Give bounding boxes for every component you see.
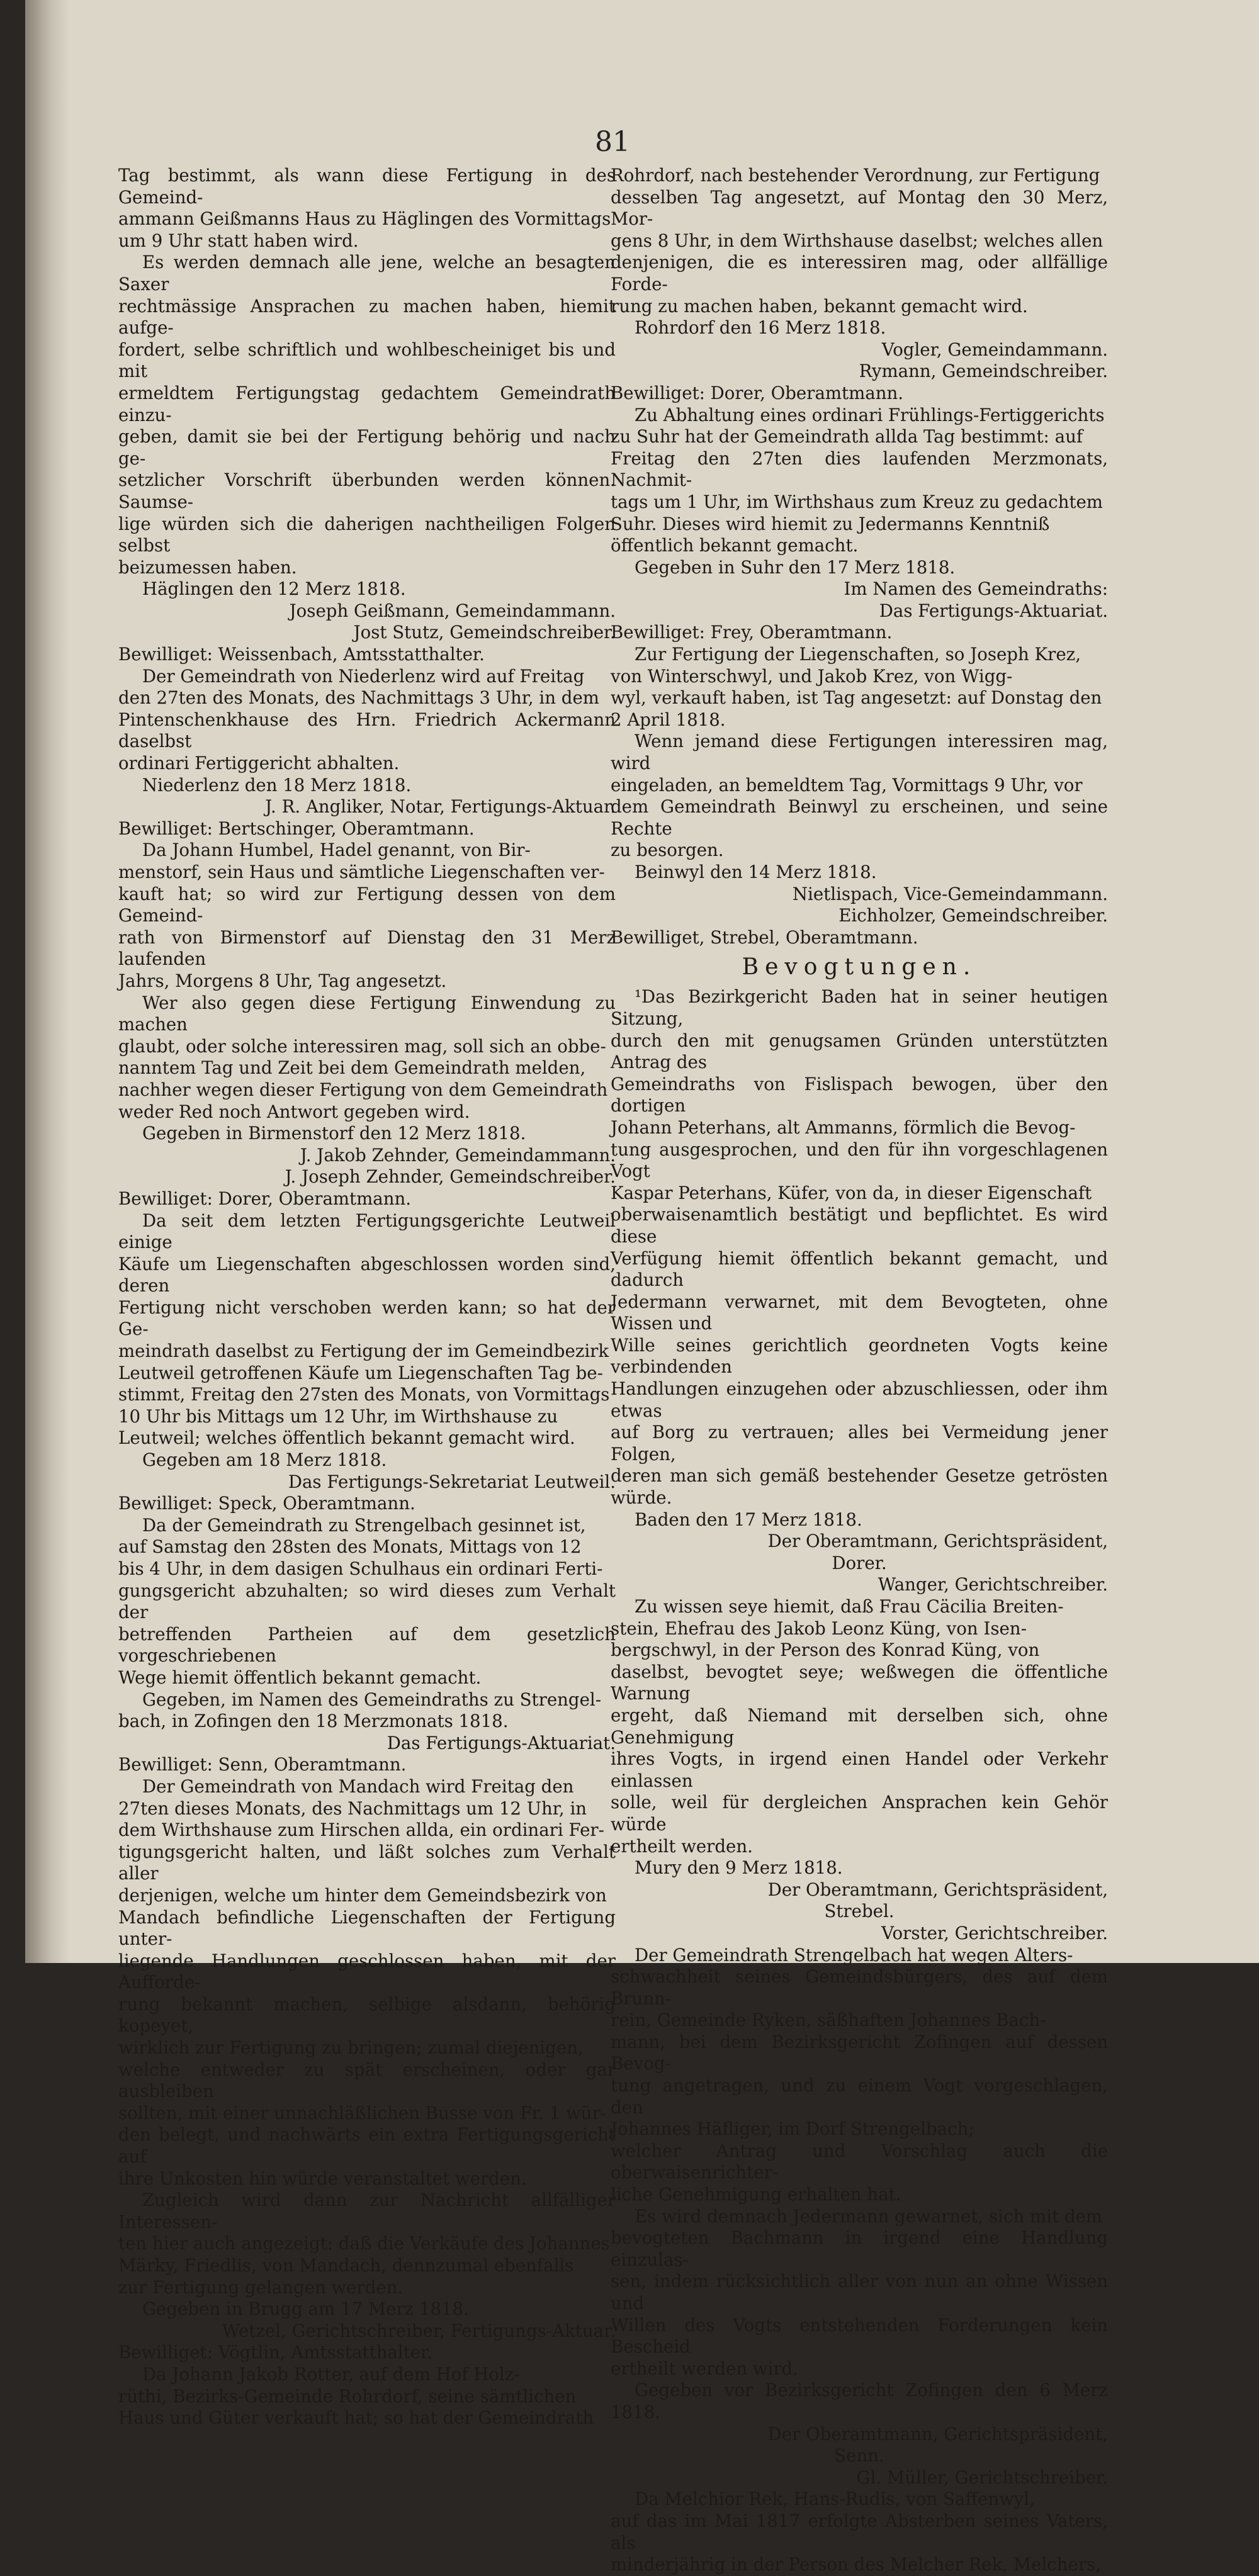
left-column (118, 165, 616, 2429)
text-line: Johann Peterhans, alt Ammanns, förmlich die Bevog- (611, 1116, 1076, 1138)
text-line: meindrath daselbst zu Fertigung der im Gemeindbezirk (118, 1341, 609, 1362)
text-line: bevogteten Bachmann in irgend eine Handlung einzulas- (611, 2227, 1108, 2270)
text-line: Gegeben in Brugg am 17 Merz 1818. (142, 2298, 469, 2320)
text-line: J. R. Angliker, Notar, Fertigungs-Aktuar. (265, 796, 616, 818)
text-line: oberwaisenamtlich bestätigt und bepflichtet. Es wird diese (611, 1204, 1108, 1247)
text-line: von Winterschwyl, und Jakob Krez, von Wigg- (611, 665, 1013, 687)
newspaper-page (25, 0, 1259, 2575)
text-line: daselbst, bevogtet seye; weßwegen die öffentliche Warnung (611, 1661, 1108, 1704)
text-line: Nietlispach, Vice-Gemeindammann. (792, 883, 1108, 904)
text-line: Das Fertigungs-Aktuariat. (879, 600, 1108, 621)
text-line: Wetzel, Gerichtschreiber, Fertigungs-Aktuar. (222, 2320, 616, 2341)
text-line: glaubt, oder solche interessiren mag, soll sich an obbe- (118, 1035, 606, 1057)
text-line: minderjährig in der Person des Melcher Rek, Melchers, (611, 2554, 1101, 2575)
text-line: Bewilliget: Bertschinger, Oberamtmann. (118, 818, 475, 839)
text-line: Bewilliget: Dorer, Oberamtmann. (611, 382, 904, 403)
text-line: Der Gemeindrath Strengelbach hat wegen Alters- (635, 1944, 1073, 1966)
text-line: Zu Abhaltung eines ordinari Frühlings-Fertiggerichts (635, 404, 1105, 425)
page-spine-shadow (25, 0, 69, 1963)
text-line: Gemeindraths von Fislispach bewogen, über den dortigen (611, 1073, 1108, 1116)
text-line: Rohrdorf, nach bestehender Verordnung, zur Fertigung (611, 165, 1100, 186)
text-line: Pintenschenkhause des Hrn. Friedrich Ackermann daselbst (118, 709, 616, 752)
text-line: ten hier auch angezeigt: daß die Verkäufe des Johannes (118, 2233, 610, 2254)
text-line: Der Oberamtmann, Gerichtspräsident, (767, 2423, 1108, 2444)
text-line: ertheilt werden wird. (611, 2358, 798, 2379)
text-line: Wege hiemit öffentlich bekannt gemacht. (118, 1667, 482, 1688)
text-line: Gegeben vor Bezirksgericht Zofingen den 6 Merz 1818. (611, 2380, 1108, 2422)
text-line: deren man sich gemäß bestehender Gesetze getrösten würde. (611, 1465, 1108, 1509)
text-line: Es werden demnach alle jene, welche an besagten Saxer (118, 252, 616, 295)
text-line: Bewilliget: Senn, Oberamtmann. (118, 1754, 407, 1775)
text-line: sollten, mit einer unnachläßlichen Busse von Fr. 1 wür- (118, 2102, 606, 2123)
text-line: Der Oberamtmann, Gerichtspräsident, (767, 1879, 1108, 1900)
text-line: den belegt, und nachwärts ein extra Fertigungsgericht auf (118, 2124, 616, 2168)
text-line: menstorf, sein Haus und sämtliche Liegenschaften ver- (118, 862, 605, 882)
text-line: rein, Gemeinde Ryken, säßhaften Johannes Bach- (611, 2010, 1046, 2031)
text-line: Gegeben, im Namen des Gemeindraths zu Strengel- (142, 1689, 602, 1710)
text-line: Wenn jemand diese Fertigungen interessiren mag, wird (611, 731, 1108, 774)
text-line: solle, weil für dergleichen Ansprachen kein Gehör würde (611, 1792, 1108, 1835)
text-line: Bewilliget: Frey, Oberamtmann. (611, 622, 893, 643)
text-line: Mandach befindliche Liegenschaften der Fertigung unter- (118, 1906, 616, 1950)
text-line: 10 Uhr bis Mittags um 12 Uhr, im Wirthshause zu (118, 1405, 558, 1427)
text-line: ammann Geißmanns Haus zu Häglingen des Vormittags (118, 208, 611, 230)
text-line: wyl, verkauft haben, ist Tag angesetzt: auf Donstag den (611, 687, 1102, 709)
text-line: Der Gemeindrath von Mandach wird Freitag den (142, 1775, 574, 1797)
text-line: Wanger, Gerichtschreiber. (878, 1574, 1108, 1595)
text-line: Zu wissen seye hiemit, daß Frau Cäcilia Breiten- (635, 1596, 1064, 1617)
text-line: rung zu machen haben, bekannt gemacht wird. (611, 295, 1028, 317)
text-line: Das Fertigungs-Aktuariat. (387, 1732, 616, 1753)
text-line: Märky, Friedlis, von Mandach, dennzumal ebenfalls (118, 2255, 574, 2276)
text-line: um 9 Uhr statt haben wird. (118, 230, 359, 251)
text-line: ermeldtem Fertigungstag gedachtem Gemeindrath einzu- (118, 382, 616, 425)
text-line: tung angetragen, und zu einem Vogt vorgeschlagen, den (611, 2075, 1108, 2118)
text-line: Bewilliget: Vögtlin, Amtsstatthalter. (118, 2342, 433, 2363)
text-line: rath von Birmenstorf auf Dienstag den 31 Merz laufenden (118, 926, 616, 970)
text-line: Vorster, Gerichtschreiber. (881, 1922, 1108, 1943)
text-line: Gegeben in Birmenstorf den 12 Merz 1818. (142, 1123, 526, 1144)
section-heading: Bevogtungen. (742, 954, 977, 981)
text-line: Wille seines gerichtlich geordneten Vogts keine verbindenden (611, 1334, 1108, 1378)
text-line: Freitag den 27ten dies laufenden Merzmonats, Nachmit- (611, 447, 1108, 491)
text-line: Gl. Müller, Gerichtschreiber. (856, 2466, 1108, 2488)
text-line: Tag bestimmt, als wann diese Fertigung in des Gemeind- (118, 165, 616, 208)
text-line: tigungsgericht halten, und läßt solches zum Verhalt aller (118, 1841, 616, 1884)
text-line: bis 4 Uhr, in dem dasigen Schulhaus ein ordinari Ferti- (118, 1558, 603, 1579)
text-line: welche entweder zu spät erscheinen, oder gar ausbleiben (118, 2059, 616, 2102)
text-line: Eichholzer, Gemeindschreiber. (838, 905, 1108, 926)
text-line: Jahrs, Morgens 8 Uhr, Tag angesetzt. (118, 970, 447, 991)
text-line: Haus und Güter verkauft hat; so hat der Gemeindrath (118, 2407, 594, 2429)
text-line: liegende Handlungen geschlossen haben, mit der Aufforde- (118, 1950, 616, 1993)
text-line: J. Jakob Zehnder, Gemeindammann. (300, 1144, 616, 1166)
text-line: Zur Fertigung der Liegenschaften, so Joseph Krez, (635, 644, 1081, 665)
text-line: tung ausgesprochen, und den für ihn vorgeschlagenen Vogt (611, 1139, 1108, 1182)
text-line: Verfügung hiemit öffentlich bekannt gemacht, und dadurch (611, 1247, 1108, 1291)
text-line: Bewilliget: Speck, Oberamtmann. (118, 1493, 415, 1514)
text-line: Rohrdorf den 16 Merz 1818. (635, 317, 886, 339)
text-line: Da Johann Jakob Rotter, auf dem Hof Holz- (142, 2363, 520, 2385)
text-line: liche Genehmigung erhalten hat. (611, 2184, 901, 2205)
text-line: Baden den 17 Merz 1818. (635, 1509, 862, 1530)
text-line: Beinwyl den 14 Merz 1818. (635, 862, 877, 882)
text-line: nanntem Tag und Zeit bei dem Gemeindrath melden, (118, 1057, 586, 1079)
text-line: wirklich zur Fertigung zu bringen; zumal diejenigen, (118, 2037, 584, 2059)
text-line: fordert, selbe schriftlich und wohlbescheiniget bis und mit (118, 339, 616, 382)
page-number: 81 (595, 126, 630, 158)
text-line: betreffenden Partheien auf dem gesetzlich vorgeschriebenen (118, 1623, 616, 1667)
text-line: Da Johann Humbel, Hadel genannt, von Bir- (142, 840, 531, 861)
text-line: ergeht, daß Niemand mit derselben sich, ohne Genehmigung (611, 1704, 1108, 1748)
text-line: Häglingen den 12 Merz 1818. (142, 578, 406, 600)
text-line: Der Oberamtmann, Gerichtspräsident, (767, 1531, 1108, 1552)
text-line: ordinari Fertiggericht abhalten. (118, 753, 400, 774)
text-line: Gegeben in Suhr den 17 Merz 1818. (635, 556, 956, 578)
text-line: dem Gemeindrath Beinwyl zu erscheinen, und seine Rechte (611, 796, 1108, 839)
text-line: stimmt, Freitag den 27sten des Monats, von Vormittags (118, 1384, 610, 1405)
text-line: tags um 1 Uhr, im Wirthshaus zum Kreuz zu gedachtem (611, 491, 1103, 512)
text-line: Strebel. (824, 1901, 895, 1922)
text-line: Der Gemeindrath von Niederlenz wird auf Freitag (142, 665, 585, 687)
text-line: Da der Gemeindrath zu Strengelbach gesinnet ist, (142, 1514, 586, 1536)
text-line: setzlicher Vorschrift überbunden werden können. Saumse- (118, 470, 616, 512)
text-line: nachher wegen dieser Fertigung von dem Gemeindrath (118, 1079, 608, 1100)
text-line: mann, bei dem Bezirksgericht Zofingen auf dessen Bevog- (611, 2031, 1108, 2074)
text-line: bergschwyl, in der Person des Konrad Küng, von (611, 1640, 1040, 1661)
text-line: Bewilliget, Strebel, Oberamtmann. (611, 926, 918, 948)
text-line: den 27ten des Monats, des Nachmittags 3 Uhr, in dem (118, 687, 599, 709)
text-line: welcher Antrag und Vorschlag auch die oberwaisenrichter- (611, 2140, 1108, 2183)
text-line: lige würden sich die daherigen nachtheiligen Folgen selbst (118, 513, 616, 556)
text-line: Kaspar Peterhans, Küfer, von da, in dieser Eigenschaft (611, 1182, 1092, 1203)
text-line: Es wird demnach Jedermann gewarnet, sich mit dem (635, 2205, 1103, 2227)
text-line: 27ten dieses Monats, des Nachmittags um 12 Uhr, in (118, 1797, 587, 1819)
text-line: schwachheit seines Gemeindsbürgers, des auf dem Brunn- (611, 1966, 1108, 2009)
text-line: rung bekannt machen, selbige alsdann, behörig kopeyet, (118, 1993, 616, 2037)
text-line: 2 April 1818. (611, 709, 726, 730)
text-line: rechtmässige Ansprachen zu machen haben, hiemit aufge- (118, 295, 616, 339)
text-line: Senn. (834, 2445, 884, 2466)
text-line: eingeladen, an bemeldtem Tag, Vormittags 9 Uhr, vor (611, 774, 1083, 796)
text-line: Willen des Vogts entstehenden Forderungen kein Bescheid (611, 2314, 1108, 2358)
text-line: kauft hat; so wird zur Fertigung dessen von dem Gemeind- (118, 883, 616, 926)
text-line: Da Melchior Rek, Hans-Rudis, von Saffenwyl, (635, 2489, 1035, 2510)
text-line: öffentlich bekannt gemacht. (611, 535, 859, 556)
text-line: Jost Stutz, Gemeindschreiber. (353, 622, 616, 643)
text-line: ihre Unkosten hin würde veranstaltet werden. (118, 2168, 527, 2189)
text-line: Da seit dem letzten Fertigungsgerichte Leutweil einige (118, 1210, 616, 1253)
text-line: rüthi, Bezirks-Gemeinde Rohrdorf, seine sämtlichen (118, 2385, 577, 2407)
text-line: zu besorgen. (611, 840, 724, 861)
text-line: derjenigen, welche um hinter dem Gemeindsbezirk von (118, 1884, 607, 1906)
text-line: Mury den 9 Merz 1818. (635, 1857, 843, 1879)
right-column (611, 165, 1108, 2576)
text-line: beizumessen haben. (118, 556, 297, 578)
text-line: Vogler, Gemeindammann. (881, 339, 1108, 360)
text-line: Handlungen einzugehen oder abzuschliessen, oder ihm etwas (611, 1378, 1108, 1421)
text-line: zur Fertigung gelangen werden. (118, 2276, 404, 2298)
text-line: gungsgericht abzuhalten; so wird dieses zum Verhalt der (118, 1580, 616, 1623)
text-line: sen, indem rücksichtlich aller von nun an ohne Wissen und (611, 2271, 1108, 2314)
text-line: Rymann, Gemeindschreiber. (859, 361, 1108, 382)
text-line: Im Namen des Gemeindraths: (844, 578, 1108, 600)
text-line: J. Joseph Zehnder, Gemeindschreiber. (285, 1166, 616, 1188)
text-line: stein, Ehefrau des Jakob Leonz Küng, von Isen- (611, 1617, 1027, 1639)
text-line: denjenigen, die es interessiren mag, oder allfällige Forde- (611, 252, 1108, 295)
text-line: Bewilliget: Weissenbach, Amtsstatthalter. (118, 644, 485, 665)
text-line: Käufe um Liegenschaften abgeschlossen worden sind, deren (118, 1253, 616, 1296)
text-line: Fertigung nicht verschoben werden kann; so hat der Ge- (118, 1296, 616, 1340)
text-line: Johannes Häfliger, im Dorf Strengelbach; (611, 2118, 974, 2140)
text-line: zu Suhr hat der Gemeindrath allda Tag bestimmt: auf (611, 426, 1083, 447)
text-line: Suhr. Dieses wird hiemit zu Jedermanns Kenntniß (611, 513, 1050, 534)
text-line: bach, in Zofingen den 18 Merzmonats 1818. (118, 1711, 509, 1732)
text-line: Leutweil; welches öffentlich bekannt gemacht wird. (118, 1427, 575, 1449)
text-line: Zugleich wird dann zur Nachricht allfälliger Interessen- (118, 2190, 616, 2232)
text-line: Dorer. (832, 1552, 887, 1573)
text-line: dem Wirthshause zum Hirschen allda, ein ordinari Fer- (118, 1820, 604, 1841)
text-line: durch den mit genugsamen Gründen unterstützten Antrag des (611, 1030, 1108, 1073)
text-line: gens 8 Uhr, in dem Wirthshause daselbst; welches allen (611, 230, 1104, 251)
text-line: Das Fertigungs-Sekretariat Leutweil. (288, 1471, 616, 1492)
text-line: Leutweil getroffenen Käufe um Liegenschaften Tag be- (118, 1362, 603, 1383)
text-line: desselben Tag angesetzt, auf Montag den 30 Merz, Mor- (611, 186, 1108, 230)
text-line: Bewilliget: Dorer, Oberamtmann. (118, 1188, 412, 1209)
text-line: ¹Das Bezirkgericht Baden hat in seiner heutigen Sitzung, (611, 986, 1108, 1029)
text-line: auf das im Mai 1817 erfolgte Absterben seines Vaters, als (611, 2510, 1108, 2553)
text-line: Joseph Geißmann, Gemeindammann. (289, 600, 616, 621)
text-line: Niederlenz den 18 Merz 1818. (142, 774, 412, 796)
text-line: Jedermann verwarnet, mit dem Bevogteten, ohne Wissen und (611, 1291, 1108, 1334)
text-line: ihres Vogts, in irgend einen Handel oder Verkehr einlassen (611, 1748, 1108, 1791)
text-line: ertheilt werden. (611, 1835, 753, 1857)
text-line: geben, damit sie bei der Fertigung behörig und nach ge- (118, 426, 616, 469)
text-line: auf Borg zu vertrauen; alles bei Vermeidung jener Folgen, (611, 1422, 1108, 1465)
text-line: Wer also gegen diese Fertigung Einwendung zu machen (118, 992, 616, 1035)
text-line: weder Red noch Antwort gegeben wird. (118, 1101, 470, 1122)
text-line: auf Samstag den 28sten des Monats, Mittags von 12 (118, 1536, 582, 1558)
text-line: Gegeben am 18 Merz 1818. (142, 1449, 387, 1471)
